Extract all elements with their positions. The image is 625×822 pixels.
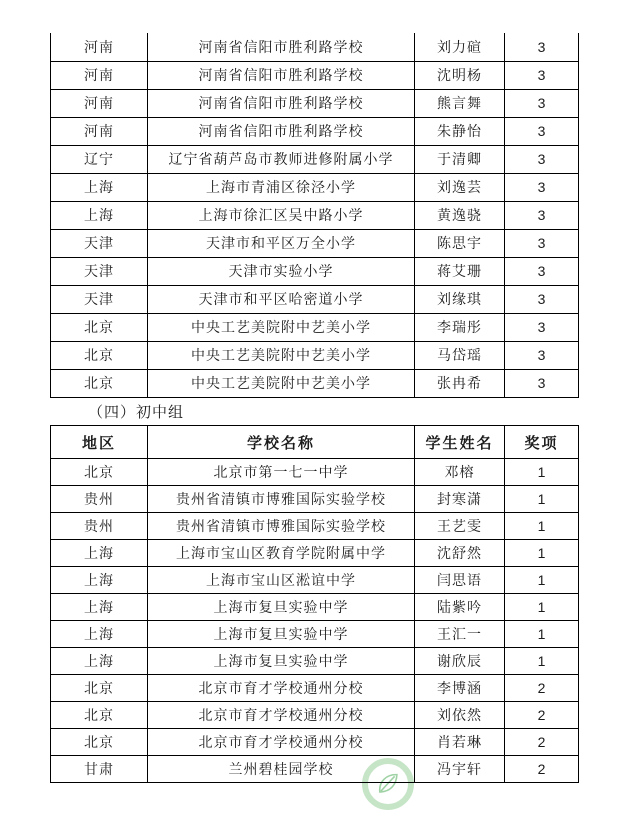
table-row xyxy=(51,341,579,369)
school-cell: 上海市青浦区徐泾小学 xyxy=(148,173,415,201)
table-row xyxy=(51,285,579,313)
student-cell: 黄逸骁 xyxy=(415,201,505,229)
school-cell: 北京市育才学校通州分校 xyxy=(148,675,415,702)
student-cell: 马岱瑶 xyxy=(415,341,505,369)
school-cell: 河南省信阳市胜利路学校 xyxy=(148,89,415,117)
column-header-award: 奖项 xyxy=(505,426,579,459)
award-cell: 1 xyxy=(505,567,579,594)
award-cell: 3 xyxy=(505,89,579,117)
school-cell: 河南省信阳市胜利路学校 xyxy=(148,117,415,145)
region-cell: 河南 xyxy=(51,117,148,145)
school-cell: 河南省信阳市胜利路学校 xyxy=(148,61,415,89)
award-cell: 3 xyxy=(505,33,579,61)
table-row xyxy=(51,729,579,756)
region-cell: 上海 xyxy=(51,567,148,594)
school-cell: 中央工艺美院附中艺美小学 xyxy=(148,313,415,341)
award-cell: 1 xyxy=(505,648,579,675)
table-row xyxy=(51,648,579,675)
school-cell: 河南省信阳市胜利路学校 xyxy=(148,33,415,61)
student-cell: 蒋艾珊 xyxy=(415,257,505,285)
primary-group-awards-table xyxy=(50,33,579,398)
table-row xyxy=(51,33,579,61)
school-cell: 兰州碧桂园学校 xyxy=(148,756,415,783)
student-cell: 李博涵 xyxy=(415,675,505,702)
student-cell: 闫思语 xyxy=(415,567,505,594)
student-cell: 刘缘琪 xyxy=(415,285,505,313)
award-cell: 3 xyxy=(505,201,579,229)
region-cell: 天津 xyxy=(51,285,148,313)
table-row xyxy=(51,594,579,621)
student-cell: 刘力碹 xyxy=(415,33,505,61)
student-cell: 于清卿 xyxy=(415,145,505,173)
table-row xyxy=(51,173,579,201)
school-cell: 贵州省清镇市博雅国际实验学校 xyxy=(148,513,415,540)
region-cell: 甘肃 xyxy=(51,756,148,783)
section-heading-junior-group: （四）初中组 xyxy=(88,405,185,421)
column-header-student: 学生姓名 xyxy=(415,426,505,459)
region-cell: 北京 xyxy=(51,341,148,369)
primary-group-table-body xyxy=(51,33,579,397)
region-cell: 北京 xyxy=(51,729,148,756)
award-cell: 1 xyxy=(505,513,579,540)
award-cell: 1 xyxy=(505,486,579,513)
school-cell: 中央工艺美院附中艺美小学 xyxy=(148,369,415,397)
award-cell: 3 xyxy=(505,313,579,341)
column-header-region: 地区 xyxy=(51,426,148,459)
school-cell: 上海市宝山区教育学院附属中学 xyxy=(148,540,415,567)
student-cell: 沈明杨 xyxy=(415,61,505,89)
school-cell: 上海市宝山区淞谊中学 xyxy=(148,567,415,594)
school-cell: 中央工艺美院附中艺美小学 xyxy=(148,341,415,369)
region-cell: 天津 xyxy=(51,229,148,257)
column-header-school: 学校名称 xyxy=(148,426,415,459)
table-row xyxy=(51,513,579,540)
school-cell: 贵州省清镇市博雅国际实验学校 xyxy=(148,486,415,513)
table-row xyxy=(51,257,579,285)
region-cell: 上海 xyxy=(51,540,148,567)
table-row xyxy=(51,61,579,89)
award-cell: 3 xyxy=(505,257,579,285)
table-row xyxy=(51,702,579,729)
table-row xyxy=(51,89,579,117)
table-row xyxy=(51,486,579,513)
award-cell: 3 xyxy=(505,369,579,397)
table-row xyxy=(51,621,579,648)
student-cell: 王汇一 xyxy=(415,621,505,648)
table-row xyxy=(51,756,579,783)
award-cell: 3 xyxy=(505,229,579,257)
junior-group-table-body xyxy=(51,459,579,783)
student-cell: 冯宇轩 xyxy=(415,756,505,783)
student-cell: 张冉希 xyxy=(415,369,505,397)
region-cell: 上海 xyxy=(51,594,148,621)
school-cell: 北京市育才学校通州分校 xyxy=(148,729,415,756)
table-row xyxy=(51,117,579,145)
award-cell: 3 xyxy=(505,285,579,313)
award-cell: 2 xyxy=(505,702,579,729)
table-row xyxy=(51,229,579,257)
region-cell: 北京 xyxy=(51,369,148,397)
award-cell: 1 xyxy=(505,621,579,648)
table-row xyxy=(51,567,579,594)
school-cell: 上海市复旦实验中学 xyxy=(148,648,415,675)
student-cell: 李瑞彤 xyxy=(415,313,505,341)
award-cell: 2 xyxy=(505,756,579,783)
school-cell: 北京市第一七一中学 xyxy=(148,459,415,486)
region-cell: 北京 xyxy=(51,459,148,486)
region-cell: 北京 xyxy=(51,675,148,702)
award-cell: 3 xyxy=(505,145,579,173)
student-cell: 刘依然 xyxy=(415,702,505,729)
region-cell: 上海 xyxy=(51,201,148,229)
school-cell: 天津市和平区哈密道小学 xyxy=(148,285,415,313)
school-cell: 天津市和平区万全小学 xyxy=(148,229,415,257)
award-cell: 2 xyxy=(505,675,579,702)
student-cell: 肖若琳 xyxy=(415,729,505,756)
school-cell: 北京市育才学校通州分校 xyxy=(148,702,415,729)
region-cell: 河南 xyxy=(51,89,148,117)
region-cell: 天津 xyxy=(51,257,148,285)
student-cell: 陈思宇 xyxy=(415,229,505,257)
student-cell: 王艺雯 xyxy=(415,513,505,540)
student-cell: 陆紫吟 xyxy=(415,594,505,621)
award-cell: 2 xyxy=(505,729,579,756)
school-cell: 天津市实验小学 xyxy=(148,257,415,285)
region-cell: 河南 xyxy=(51,61,148,89)
school-cell: 辽宁省葫芦岛市教师进修附属小学 xyxy=(148,145,415,173)
student-cell: 邓榕 xyxy=(415,459,505,486)
region-cell: 北京 xyxy=(51,702,148,729)
region-cell: 河南 xyxy=(51,33,148,61)
region-cell: 上海 xyxy=(51,621,148,648)
region-cell: 贵州 xyxy=(51,513,148,540)
award-cell: 3 xyxy=(505,117,579,145)
school-cell: 上海市徐汇区吴中路小学 xyxy=(148,201,415,229)
student-cell: 封寒潇 xyxy=(415,486,505,513)
award-cell: 1 xyxy=(505,459,579,486)
table-row xyxy=(51,201,579,229)
school-cell: 上海市复旦实验中学 xyxy=(148,594,415,621)
table-row xyxy=(51,369,579,397)
award-cell: 3 xyxy=(505,173,579,201)
award-cell: 1 xyxy=(505,594,579,621)
region-cell: 上海 xyxy=(51,648,148,675)
region-cell: 北京 xyxy=(51,313,148,341)
student-cell: 熊言舞 xyxy=(415,89,505,117)
table-header-row xyxy=(51,426,579,459)
student-cell: 朱静怡 xyxy=(415,117,505,145)
region-cell: 辽宁 xyxy=(51,145,148,173)
junior-group-table-head xyxy=(51,426,579,459)
award-cell: 3 xyxy=(505,341,579,369)
school-cell: 上海市复旦实验中学 xyxy=(148,621,415,648)
table-row xyxy=(51,459,579,486)
student-cell: 谢欣辰 xyxy=(415,648,505,675)
junior-group-awards-table xyxy=(50,425,579,783)
table-row xyxy=(51,540,579,567)
student-cell: 沈舒然 xyxy=(415,540,505,567)
award-cell: 3 xyxy=(505,61,579,89)
award-cell: 1 xyxy=(505,540,579,567)
table-row xyxy=(51,675,579,702)
table-row xyxy=(51,145,579,173)
region-cell: 上海 xyxy=(51,173,148,201)
table-row xyxy=(51,313,579,341)
student-cell: 刘逸芸 xyxy=(415,173,505,201)
region-cell: 贵州 xyxy=(51,486,148,513)
